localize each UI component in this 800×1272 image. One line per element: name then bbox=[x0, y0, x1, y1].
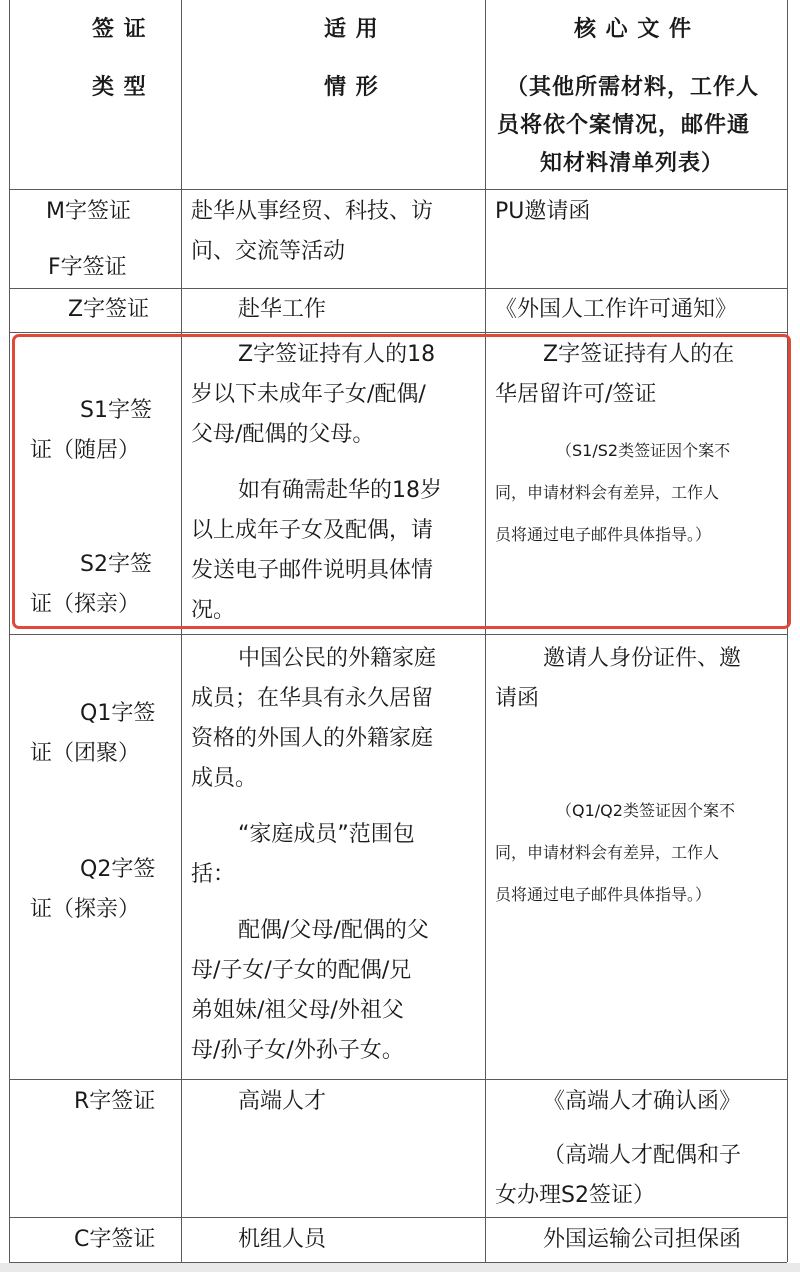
situation-text: 问、交流等活动 bbox=[191, 239, 346, 264]
header-type-line: 类 型 bbox=[92, 75, 147, 100]
row-divider bbox=[9, 634, 787, 635]
situation-text: 父母/配偶的父母。 bbox=[191, 422, 375, 447]
docs-note: 员将通过电子邮件具体指导。） bbox=[495, 525, 712, 544]
docs-text: 请函 bbox=[495, 686, 540, 711]
docs-text: 外国运输公司担保函 bbox=[543, 1227, 742, 1252]
header-docs-title: 核 心 文 件 bbox=[574, 17, 692, 42]
visa-type: C字签证 bbox=[74, 1227, 156, 1252]
bottom-strip bbox=[0, 1263, 800, 1272]
situation-text: 赴华从事经贸、科技、访 bbox=[191, 199, 434, 224]
docs-text: 《高端人才确认函》 bbox=[543, 1089, 742, 1114]
visa-type: Z字签证 bbox=[68, 297, 150, 322]
header-situation-line: 适 用 bbox=[324, 17, 379, 42]
docs-note: 同，申请材料会有差异，工作人 bbox=[495, 483, 720, 502]
visa-type: 证（探亲） bbox=[30, 897, 141, 922]
docs-text: 邀请人身份证件、邀 bbox=[543, 646, 742, 671]
header-type-line: 签 证 bbox=[92, 17, 147, 42]
docs-text: 《外国人工作许可通知》 bbox=[495, 297, 738, 322]
situation-text: 母/孙子女/外孙子女。 bbox=[191, 1038, 404, 1063]
visa-type: 证（探亲） bbox=[30, 592, 141, 617]
visa-type: S2字签 bbox=[80, 552, 152, 577]
situation-text: 如有确需赴华的18岁 bbox=[238, 478, 442, 503]
situation-text: 资格的外国人的外籍家庭 bbox=[191, 726, 434, 751]
situation-text: 弟姐妹/祖父母/外祖父 bbox=[191, 998, 404, 1023]
situation-text: 赴华工作 bbox=[238, 297, 327, 322]
visa-type: F字签证 bbox=[48, 255, 127, 280]
docs-text: PU邀请函 bbox=[495, 199, 591, 224]
table-border-right bbox=[787, 0, 788, 1262]
situation-text: “家庭成员”范围包 bbox=[238, 822, 415, 847]
visa-type: 证（团聚） bbox=[30, 741, 141, 766]
visa-type: 证（随居） bbox=[30, 438, 141, 463]
docs-note: （Q1/Q2类签证因个案不 bbox=[556, 801, 735, 820]
row-divider bbox=[9, 288, 787, 289]
row-divider bbox=[9, 1217, 787, 1218]
docs-text: 华居留许可/签证 bbox=[495, 382, 657, 407]
docs-note: （S1/S2类签证因个案不 bbox=[556, 441, 731, 460]
row-divider bbox=[9, 189, 787, 190]
situation-text: 成员；在华具有永久居留 bbox=[191, 686, 434, 711]
situation-text: 成员。 bbox=[191, 766, 258, 791]
visa-type: M字签证 bbox=[46, 199, 131, 224]
docs-note: 员将通过电子邮件具体指导。） bbox=[495, 885, 712, 904]
header-docs-note: 知材料清单列表） bbox=[540, 151, 725, 176]
situation-text: 岁以下未成年子女/配偶/ bbox=[191, 382, 426, 407]
header-docs-note: （其他所需材料，工作人 bbox=[506, 75, 760, 100]
visa-type: S1字签 bbox=[80, 398, 152, 423]
situation-text: 中国公民的外籍家庭 bbox=[238, 646, 437, 671]
situation-text: 括： bbox=[191, 862, 236, 887]
header-docs-note: 员将依个案情况，邮件通 bbox=[497, 113, 751, 138]
header-situation-line: 情 形 bbox=[324, 75, 379, 100]
visa-type: Q1字签 bbox=[80, 701, 156, 726]
docs-text: （高端人才配偶和子 bbox=[543, 1143, 742, 1168]
docs-note: 同，申请材料会有差异，工作人 bbox=[495, 843, 720, 862]
visa-type: R字签证 bbox=[74, 1089, 156, 1114]
situation-text: 以上成年子女及配偶，请 bbox=[191, 518, 434, 543]
situation-text: 机组人员 bbox=[238, 1227, 327, 1252]
situation-text: Z字签证持有人的18 bbox=[238, 342, 436, 367]
docs-text: Z字签证持有人的在 bbox=[543, 342, 735, 367]
situation-text: 发送电子邮件说明具体情 bbox=[191, 558, 434, 583]
row-divider bbox=[9, 1079, 787, 1080]
situation-text: 配偶/父母/配偶的父 bbox=[238, 918, 429, 943]
situation-text: 况。 bbox=[191, 598, 236, 623]
docs-text: 女办理S2签证） bbox=[495, 1183, 655, 1208]
situation-text: 高端人才 bbox=[238, 1089, 327, 1114]
visa-type: Q2字签 bbox=[80, 857, 156, 882]
situation-text: 母/子女/子女的配偶/兄 bbox=[191, 958, 412, 983]
row-divider bbox=[9, 332, 787, 333]
highlight-box bbox=[12, 334, 791, 629]
